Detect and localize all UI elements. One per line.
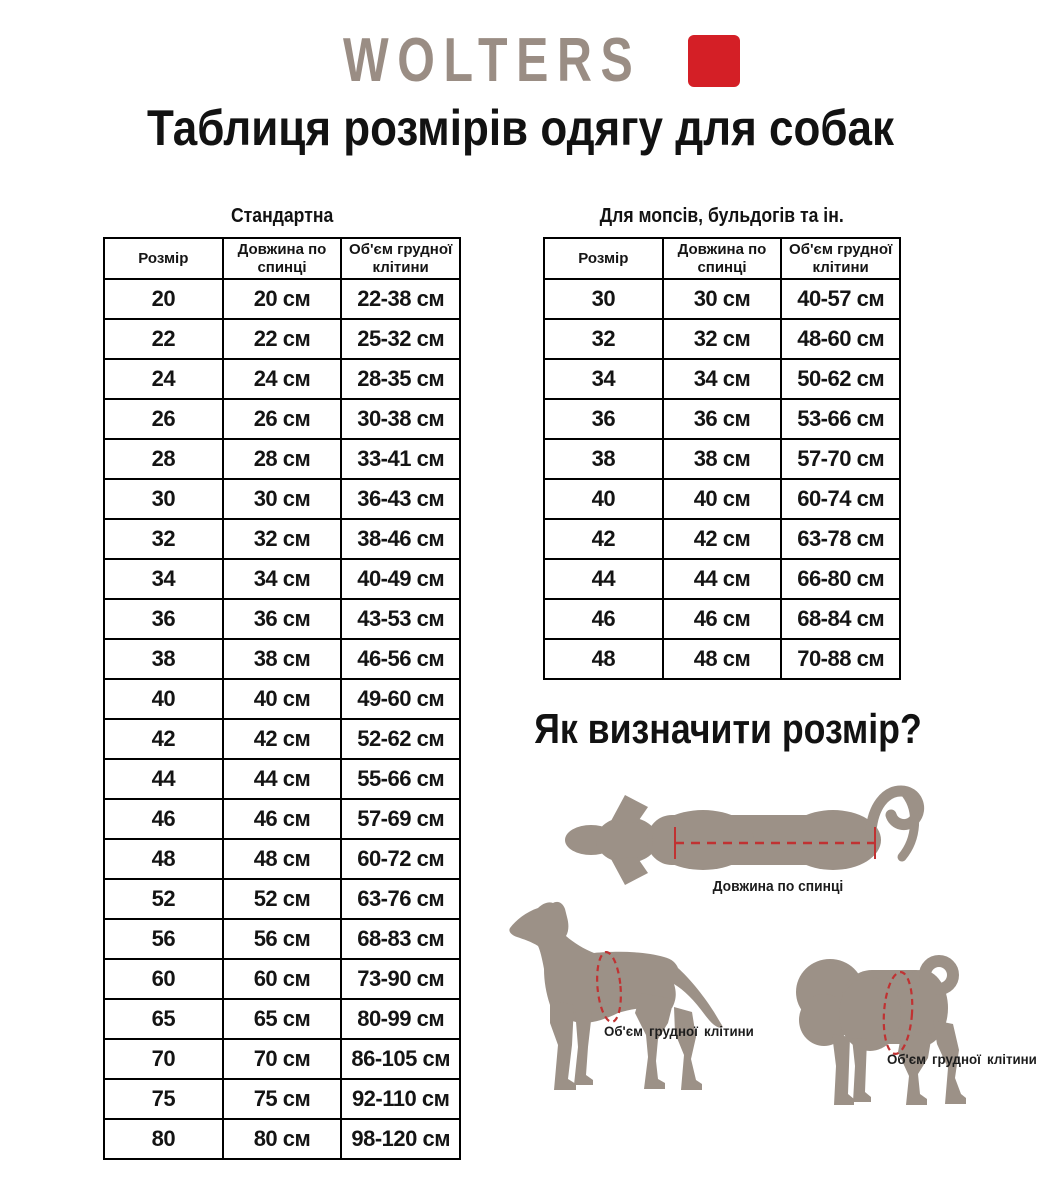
- table-cell: 63-76 см: [341, 879, 460, 919]
- table-cell: 42: [544, 519, 663, 559]
- table-cell: 33-41 см: [341, 439, 460, 479]
- table-cell: 75 см: [223, 1079, 342, 1119]
- table-row: [104, 439, 460, 479]
- table-cell: 43-53 см: [341, 599, 460, 639]
- column-header-back-length: Довжина по спинці: [663, 238, 782, 279]
- table-cell: 48-60 см: [781, 319, 900, 359]
- table-row: [104, 999, 460, 1039]
- table-row: [544, 559, 900, 599]
- table-cell: 48 см: [663, 639, 782, 679]
- table-row: [104, 919, 460, 959]
- table-cell: 36 см: [223, 599, 342, 639]
- table-cell: 92-110 см: [341, 1079, 460, 1119]
- back-length-label: Довжина по спинці: [712, 878, 844, 895]
- table-row: [544, 359, 900, 399]
- table-cell: 42: [104, 719, 223, 759]
- table-row: [544, 399, 900, 439]
- table-cell: 48: [104, 839, 223, 879]
- table-cell: 86-105 см: [341, 1039, 460, 1079]
- table-cell: 52 см: [223, 879, 342, 919]
- table-cell: 68-84 см: [781, 599, 900, 639]
- table-cell: 70 см: [223, 1039, 342, 1079]
- table-cell: 26 см: [223, 399, 342, 439]
- table-cell: 70-88 см: [781, 639, 900, 679]
- table-cell: 32 см: [663, 319, 782, 359]
- table-row: [104, 639, 460, 679]
- table-cell: 40-49 см: [341, 559, 460, 599]
- table-cell: 34 см: [663, 359, 782, 399]
- pugs-table-section: [543, 204, 901, 680]
- table-cell: 68-83 см: [341, 919, 460, 959]
- table-cell: 40 см: [663, 479, 782, 519]
- table-cell: 80: [104, 1119, 223, 1159]
- pug-side-view-icon: [790, 946, 975, 1111]
- table-cell: 36: [104, 599, 223, 639]
- table-cell: 57-70 см: [781, 439, 900, 479]
- table-cell: 30-38 см: [341, 399, 460, 439]
- table-cell: 48 см: [223, 839, 342, 879]
- table-row: [104, 599, 460, 639]
- table-cell: 25-32 см: [341, 319, 460, 359]
- column-header-size: Розмір: [544, 238, 663, 279]
- standard-table-section: [103, 204, 461, 1160]
- table-cell: 57-69 см: [341, 799, 460, 839]
- table-cell: 32: [104, 519, 223, 559]
- table-cell: 80-99 см: [341, 999, 460, 1039]
- table-cell: 65 см: [223, 999, 342, 1039]
- table-cell: 63-78 см: [781, 519, 900, 559]
- brand-logo: [0, 28, 1041, 94]
- table-row: [104, 399, 460, 439]
- table-cell: 38: [104, 639, 223, 679]
- standard-table-caption: Стандартна: [230, 205, 334, 227]
- table-row: [544, 479, 900, 519]
- brand-logo-text: WOLTERS: [343, 26, 642, 95]
- table-cell: 20: [104, 279, 223, 319]
- table-cell: 73-90 см: [341, 959, 460, 999]
- table-row: [104, 519, 460, 559]
- table-cell: 28-35 см: [341, 359, 460, 399]
- table-cell: 75: [104, 1079, 223, 1119]
- table-cell: 30 см: [223, 479, 342, 519]
- table-cell: 80 см: [223, 1119, 342, 1159]
- table-cell: 32: [544, 319, 663, 359]
- table-cell: 30: [544, 279, 663, 319]
- table-cell: 66-80 см: [781, 559, 900, 599]
- pugs-size-table: [543, 237, 901, 680]
- table-row: [544, 439, 900, 479]
- table-row: [104, 959, 460, 999]
- table-row: [544, 639, 900, 679]
- table-cell: 44: [104, 759, 223, 799]
- table-cell: 55-66 см: [341, 759, 460, 799]
- column-header-back-length: Довжина по спинці: [223, 238, 342, 279]
- table-row: [104, 559, 460, 599]
- table-cell: 46 см: [663, 599, 782, 639]
- table-row: [104, 1119, 460, 1159]
- table-cell: 46 см: [223, 799, 342, 839]
- table-cell: 52-62 см: [341, 719, 460, 759]
- page-title: Таблиця розмірів одягу для собак: [146, 100, 895, 156]
- standard-table-header: [104, 238, 460, 279]
- table-cell: 38 см: [663, 439, 782, 479]
- table-cell: 22: [104, 319, 223, 359]
- table-cell: 36-43 см: [341, 479, 460, 519]
- table-cell: 36: [544, 399, 663, 439]
- table-cell: 56: [104, 919, 223, 959]
- table-cell: 34 см: [223, 559, 342, 599]
- table-cell: 60-72 см: [341, 839, 460, 879]
- table-row: [104, 479, 460, 519]
- table-cell: 44: [544, 559, 663, 599]
- table-cell: 40-57 см: [781, 279, 900, 319]
- table-cell: 40: [104, 679, 223, 719]
- table-cell: 28: [104, 439, 223, 479]
- table-cell: 32 см: [223, 519, 342, 559]
- table-row: [104, 759, 460, 799]
- chest-girth-label: Об'єм грудної клітини: [604, 1023, 755, 1039]
- table-cell: 34: [104, 559, 223, 599]
- pugs-table-header: [544, 238, 900, 279]
- table-cell: 46: [544, 599, 663, 639]
- table-cell: 44 см: [663, 559, 782, 599]
- table-row: [104, 719, 460, 759]
- table-row: [104, 1079, 460, 1119]
- table-row: [104, 799, 460, 839]
- table-row: [544, 519, 900, 559]
- table-cell: 40 см: [223, 679, 342, 719]
- table-cell: 36 см: [663, 399, 782, 439]
- table-cell: 98-120 см: [341, 1119, 460, 1159]
- pugs-table-body: [544, 279, 900, 679]
- table-cell: 48: [544, 639, 663, 679]
- table-row: [544, 599, 900, 639]
- table-cell: 46: [104, 799, 223, 839]
- column-header-chest-girth: Об'єм грудної клітини: [341, 238, 460, 279]
- dog-side-view-icon: [495, 895, 735, 1110]
- table-row: [544, 319, 900, 359]
- table-cell: 38-46 см: [341, 519, 460, 559]
- table-cell: 44 см: [223, 759, 342, 799]
- table-row: [104, 279, 460, 319]
- table-cell: 49-60 см: [341, 679, 460, 719]
- table-cell: 26: [104, 399, 223, 439]
- table-row: [104, 879, 460, 919]
- column-header-chest-girth: Об'єм грудної клітини: [781, 238, 900, 279]
- table-cell: 65: [104, 999, 223, 1039]
- table-row: [104, 839, 460, 879]
- table-cell: 38 см: [223, 639, 342, 679]
- table-cell: 53-66 см: [781, 399, 900, 439]
- table-cell: 40: [544, 479, 663, 519]
- table-cell: 38: [544, 439, 663, 479]
- table-cell: 42 см: [223, 719, 342, 759]
- table-cell: 60: [104, 959, 223, 999]
- column-header-size: Розмір: [104, 238, 223, 279]
- table-row: [104, 679, 460, 719]
- table-row: [104, 1039, 460, 1079]
- table-row: [544, 279, 900, 319]
- standard-table-body: [104, 279, 460, 1159]
- table-cell: 22 см: [223, 319, 342, 359]
- table-cell: 50-62 см: [781, 359, 900, 399]
- table-cell: 28 см: [223, 439, 342, 479]
- table-cell: 34: [544, 359, 663, 399]
- table-cell: 24 см: [223, 359, 342, 399]
- table-cell: 30 см: [663, 279, 782, 319]
- table-cell: 60-74 см: [781, 479, 900, 519]
- table-cell: 52: [104, 879, 223, 919]
- table-cell: 20 см: [223, 279, 342, 319]
- table-cell: 42 см: [663, 519, 782, 559]
- table-cell: 22-38 см: [341, 279, 460, 319]
- how-to-title: Як визначити розмір?: [533, 705, 922, 752]
- table-row: [104, 359, 460, 399]
- brand-red-square-icon: [688, 35, 740, 87]
- table-cell: 56 см: [223, 919, 342, 959]
- chest-girth-label: Об'єм грудної клітини: [887, 1051, 1038, 1067]
- table-cell: 30: [104, 479, 223, 519]
- table-cell: 60 см: [223, 959, 342, 999]
- table-row: [104, 319, 460, 359]
- table-cell: 46-56 см: [341, 639, 460, 679]
- table-cell: 24: [104, 359, 223, 399]
- standard-size-table: [103, 237, 461, 1160]
- pugs-table-caption: Для мопсів, бульдогів та ін.: [599, 205, 845, 227]
- table-cell: 70: [104, 1039, 223, 1079]
